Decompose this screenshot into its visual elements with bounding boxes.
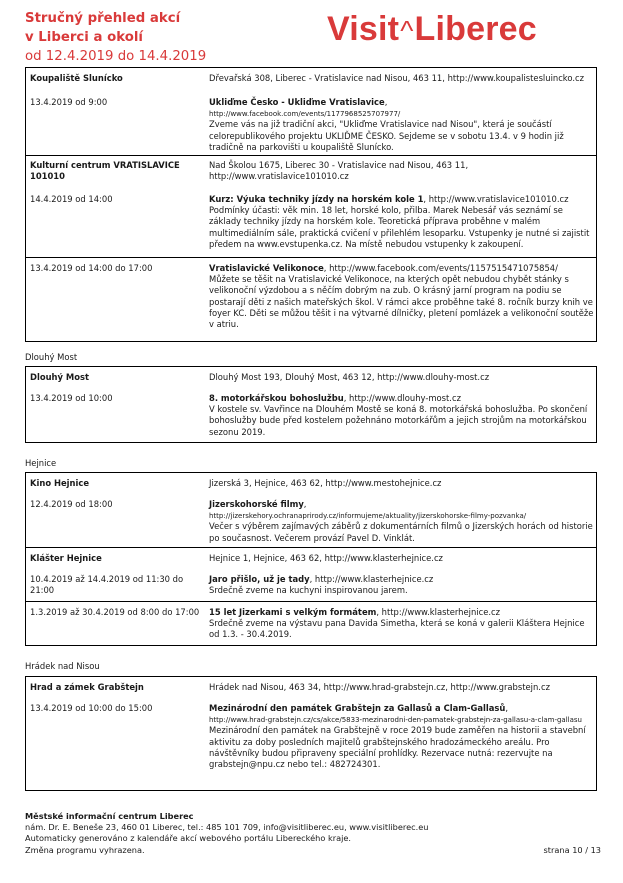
section-label-hejnice: Hejnice	[25, 458, 57, 468]
footer-org: Městské informační centrum Liberec	[25, 811, 194, 821]
event-url[interactable]: http://www.hrad-grabstejn.cz/cs/akce/5833-mezinarodni-den-pamatek-grabstejn-za-gallasu-a-clam-gallasu	[209, 716, 582, 725]
event-date: 14.4.2019 od 14:00	[30, 194, 113, 204]
event-description: Ukliďme Česko - Ukliďme Vratislavice, http://www.facebook.com/events/1177968525707977/ Zveme vás na již tradiční akci, "Ukliďme Vratislavice nad Nisou", která je součástí celorepublikového projektu UKLIĎME ČESKO. Sejdeme se v sobotu 13.4. v 9 hodin již tradičně na parkovišti u koupaliště Slunícko.	[209, 97, 564, 152]
event-url[interactable]: http://www.facebook.com/events/1177968525707977/	[209, 110, 401, 119]
venue-address: Hrádek nad Nisou, 463 34, http://www.hrad-grabstejn.cz, http://www.grabstejn.cz	[209, 682, 550, 692]
event-url[interactable]: , http://www.klasterhejnice.cz	[376, 607, 501, 617]
event-description	[209, 574, 594, 596]
event-text: Srdečně zveme na výstavu pana Davida Simetha, která se koná v galerii Kláštera Hejnice od 1.3. - 30.4.2019.	[209, 618, 585, 640]
event-description: Jizerskohorské filmy, http://jizerskehory.ochranaprirody.cz/informujeme/aktuality/jizerskohorske-filmy-pozvanka/ Večer s výběrem zajímavých záběrů z dokumentárních filmů o Jizerských horách od historie po současnost. Večerem provází Pavel D. Vinklát.	[209, 499, 593, 543]
visit-liberec-logo	[327, 10, 537, 50]
event-description: Mezinárodní den památek Grabštejn za Gallasů a Clam-Gallasů, http://www.hrad-grabstejn.cz/cs/akce/5833-mezinarodni-den-pamatek-grabstejn-za-gallasu-a-clam-gallasu Mezinárodní den památek na Grabštejně v roce 2019 bude zaměřen na historii a stavební aktivitu za doby posledních majitelů grabštejnského hradozámeckého areálu. Pro návštěvníky budou připraveny speciální prohlídky. Rezervace nutná: rezervujte na grabstejn@npu.cz nebo tel.: 482724301.	[209, 703, 586, 770]
logo-text-visit: Visit	[327, 10, 400, 48]
event-date: 12.4.2019 od 18:00	[30, 499, 113, 509]
event-url[interactable]: http://jizerskehory.ochranaprirody.cz/informujeme/aktuality/jizerskohorske-filmy-pozvanka/	[209, 512, 527, 521]
event-url[interactable]: , http://www.dlouhy-most.cz	[343, 393, 461, 403]
venues-box-hejnice	[25, 472, 597, 646]
event-description	[209, 607, 594, 641]
event-title: Vratislavické Velikonoce	[209, 263, 324, 273]
event-title: Ukliďme Česko - Ukliďme Vratislavice	[209, 97, 385, 107]
event-date: 13.4.2019 od 9:00	[30, 97, 108, 107]
logo-caret: ^	[400, 15, 414, 46]
event-text: Mezinárodní den památek na Grabštejně v roce 2019 bude zaměřen na historii a stavební aktivitu za doby posledních majitelů grabštejnského hradozámeckého areálu. Pro návštěvníky budou připraveny speciální prohlídky. Rezervace nutná: rezervujte na grabstejn@npu.cz nebo tel.: 482724301.	[209, 725, 586, 770]
document-title	[25, 9, 285, 66]
event-description	[209, 194, 594, 250]
logo-text-liberec: Liberec	[414, 10, 537, 48]
venue-name: Kino Hejnice	[30, 478, 90, 488]
venue-koupaliste	[26, 68, 596, 155]
venue-address: Jizerská 3, Hejnice, 463 62, http://www.mestohejnice.cz	[209, 478, 442, 488]
venues-box-hradek	[25, 676, 597, 791]
venue-dlouhy-most	[26, 367, 596, 442]
venue-address: Dřevařská 308, Liberec - Vratislavice nad Nisou, 463 11, http://www.koupalistesluincko.cz	[209, 73, 584, 83]
event-date: 1.3.2019 až 30.4.2019 od 8:00 do 17:00	[30, 607, 200, 617]
section-label-dlouhy-most: Dlouhý Most	[25, 352, 78, 362]
event-text: Srdečně zveme na kuchyni inspirovanou jarem.	[209, 585, 408, 596]
title-line-1: Stručný přehled akcí	[25, 11, 181, 26]
event-description	[209, 263, 594, 330]
venue-name: Kulturní centrum VRATISLAVICE 101010	[30, 160, 180, 182]
event-url[interactable]: , http://www.facebook.com/events/1157515471075854/	[323, 263, 558, 273]
venues-box-dlouhy-most	[25, 366, 597, 443]
venue-name: Koupaliště Slunícko	[30, 73, 123, 83]
event-title: 8. motorkářskou bohoslužbu	[209, 393, 344, 403]
event-title: Jizerskohorské filmy	[209, 499, 304, 509]
event-text: Večer s výběrem zajímavých záběrů z dokumentárních filmů o Jizerských horách od historie po současnost. Večerem provází Pavel D. Vinklát.	[209, 521, 593, 543]
event-date: 13.4.2019 od 10:00 do 15:00	[30, 703, 153, 713]
venue-klaster-hejnice	[26, 547, 596, 601]
venue-address: Hejnice 1, Hejnice, 463 62, http://www.klasterhejnice.cz	[209, 553, 443, 563]
footer-address: nám. Dr. E. Beneše 23, 460 01 Liberec, tel.: 485 101 709, info@visitliberec.eu, www.visitliberec.eu	[25, 822, 429, 833]
title-line-2: v Liberci a okolí	[25, 30, 143, 45]
event-url[interactable]: , http://www.klasterhejnice.cz	[309, 574, 434, 584]
event-row-jizerkami	[26, 601, 596, 645]
section-label-hradek: Hrádek nad Nisou	[25, 661, 100, 671]
footer	[25, 811, 600, 856]
event-date: 13.4.2019 od 14:00 do 17:00	[30, 263, 153, 273]
venue-name: Dlouhý Most	[30, 372, 89, 382]
date-range: od 12.4.2019 do 14.4.2019	[25, 49, 207, 64]
venue-name: Klášter Hejnice	[30, 553, 102, 563]
event-date: 13.4.2019 od 10:00	[30, 393, 113, 403]
venue-grabstejn	[26, 677, 596, 790]
event-title: Mezinárodní den památek Grabštejn za Gallasů a Clam-Gallasů	[209, 703, 506, 713]
venue-address: Nad Školou 1675, Liberec 30 - Vratislavice nad Nisou, 463 11, http://www.vratislavice101010.cz	[209, 160, 469, 182]
event-title: 15 let Jizerkami s velkým formátem	[209, 607, 377, 617]
page-number: strana 10 / 13	[543, 845, 601, 855]
event-text: Zveme vás na již tradiční akci, "Ukliďme Vratislavice nad Nisou", která je součástí celorepublikového projektu UKLIĎME ČESKO. Sejdeme se v sobotu 13.4. v 9 hodin již tradičně na parkovišti u koupaliště Slunícko.	[209, 119, 564, 152]
venue-name: Hrad a zámek Grabštejn	[30, 682, 144, 692]
event-description	[209, 393, 594, 438]
event-title: Jaro přišlo, už je tady	[209, 574, 310, 584]
event-date: 10.4.2019 až 14.4.2019 od 11:30 do 21:00	[30, 574, 184, 596]
event-text: Podmínky účasti: věk min. 18 let, horské kolo, přilba. Marek Nebesář vás seznámí se základy techniky jízdy na horském kole. Teoretická příprava proběhne v malém multimediálním sále, praktická cvičení v přilehlém lesoparku. Vstupenky je nutné si zajistit předem na www.evstupenka.cz. Na místě nebudou vstupenky k zakoupení.	[209, 205, 590, 249]
footer-note-change: Změna programu vyhrazena.	[25, 844, 145, 855]
event-row-velikonoce	[26, 257, 596, 341]
venue-kino-hejnice	[26, 473, 596, 547]
venue-kulturni-centrum	[26, 155, 596, 257]
event-url[interactable]: , http://www.vratislavice101010.cz	[423, 194, 569, 204]
footer-note-generated: Automaticky generováno z kalendáře akcí webového portálu Libereckého kraje.	[25, 833, 352, 844]
event-title: Kurz: Výuka techniky jízdy na horském kole 1	[209, 194, 424, 204]
event-text: Můžete se těšit na Vratislavické Velikonoce, na kterých opět nebudou chybět stánky s velikonoční výzdobou a s něčím dobrým na zub. O krásný jarní program na podiu se postarají děti z našich mateřských škol. V rámci akce proběhne také 8. ročník burzy knih ve foyer KC. Děti se můžou těšit i na výtvarné dílničky, pletení pomlázek a velikonoční soutěže v atriu.	[209, 274, 594, 330]
venues-box-liberec	[25, 67, 597, 342]
venue-address: Dlouhý Most 193, Dlouhý Most, 463 12, http://www.dlouhy-most.cz	[209, 372, 490, 382]
event-text: V kostele sv. Vavřince na Dlouhém Mostě se koná 8. motorkářská bohoslužba. Po skončení bohoslužby bude před kostelem požehnáno motorkářům a jejich strojům na motorkářskou sezonu 2019.	[209, 404, 588, 437]
